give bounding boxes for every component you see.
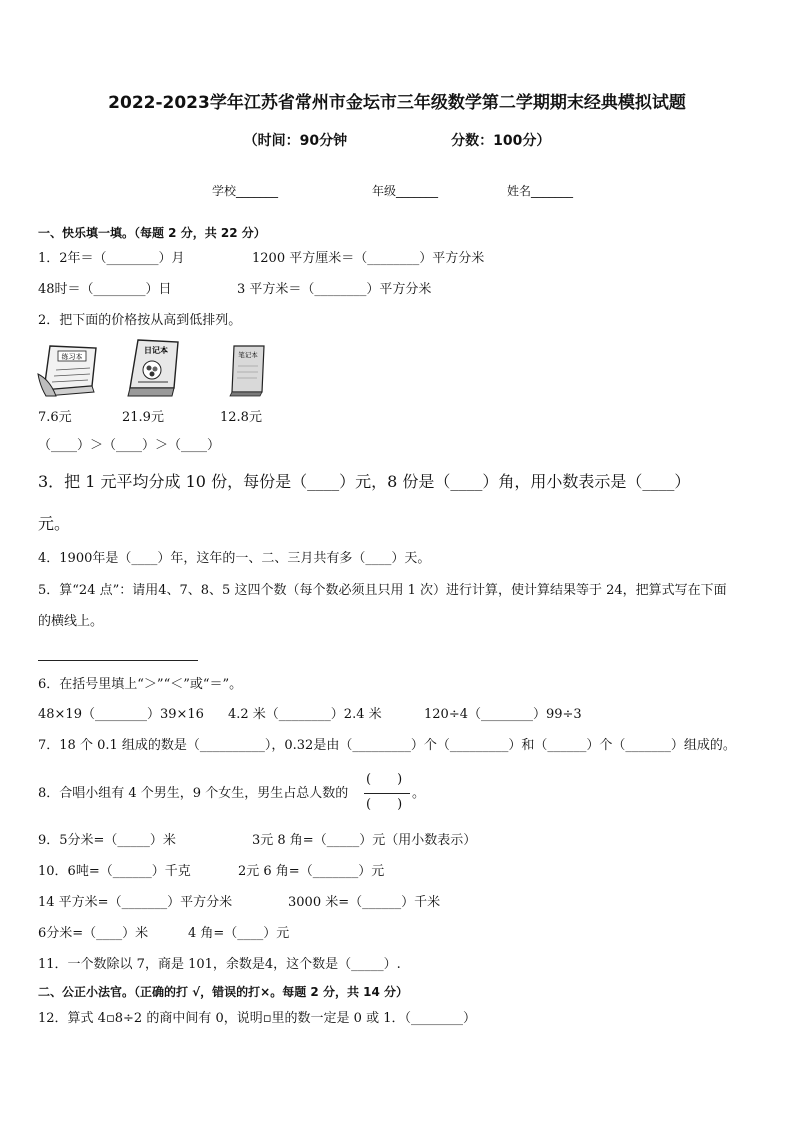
q10-c: 14 平方米=（_______）平方分米: [38, 895, 233, 910]
book3-label: 笔记本: [238, 351, 258, 359]
q10-f: 4 角=（____）元: [188, 926, 290, 941]
price-1: 7.6元: [38, 410, 72, 425]
page-title: 2022-2023学年江苏省常州市金坛市三年级数学第二学期期末经典模拟试题: [108, 93, 686, 113]
q2-text: 2．把下面的价格按从高到低排列。: [38, 313, 242, 328]
q7-text: 7．18 个 0.1 组成的数是（__________），0.32是由（_________）个（_________）和（______）个（_______）组成的。: [38, 738, 736, 753]
q5-line2: 的横线上。: [38, 614, 104, 629]
exam-time: （时间：90分钟: [243, 133, 348, 149]
q1-a: 1．2年＝（________）月: [38, 251, 185, 266]
q10-e: 6分米=（____）米: [38, 926, 149, 941]
fraction-bar: [364, 793, 410, 794]
exercise-book-image: [36, 340, 98, 398]
q10-b: 2元 6 角=（_______）元: [238, 864, 385, 879]
q1-b: 1200 平方厘米＝（________）平方分米: [252, 251, 485, 266]
fraction-blank[interactable]: [364, 770, 410, 818]
q10-d: 3000 米=（______）千米: [288, 895, 441, 910]
fraction-numerator: ( ): [366, 772, 403, 787]
name-field[interactable]: 姓名_______: [507, 184, 574, 198]
diary-image: [124, 336, 184, 400]
q6-b: 4.2 米（________）2.4 米: [228, 707, 382, 722]
notebook-image: [226, 342, 270, 398]
q3-tail: 元。: [38, 514, 71, 533]
grade-field[interactable]: 年级_______: [372, 184, 439, 198]
q2-order: （____）＞（____）＞（____）: [38, 438, 221, 453]
q5-answer-line[interactable]: [38, 660, 198, 661]
price-2: 21.9元: [122, 410, 164, 425]
school-field[interactable]: 学校_______: [212, 184, 279, 198]
book2-label: 日记本: [144, 346, 168, 355]
fraction-denominator: ( ): [366, 797, 403, 812]
exam-score: 分数：100分）: [451, 133, 551, 149]
q5-line1: 5．算“24 点”：请用4、7、8、5 这四个数（每个数必须且只用 1 次）进行计算，使计算结果等于 24，把算式写在下面: [38, 583, 727, 598]
q1-c: 48时＝（________）日: [38, 282, 172, 297]
q6-c: 120÷4（________）99÷3: [424, 707, 582, 722]
q8-tail: 。: [412, 786, 426, 801]
q1-d: 3 平方米＝（________）平方分米: [237, 282, 432, 297]
q11-text: 11．一个数除以 7，商是 101，余数是4，这个数是（_____）.: [38, 957, 401, 972]
q12-text: 12．算式 4▫8÷2 的商中间有 0，说明▫里的数一定是 0 或 1．（________）: [38, 1011, 476, 1026]
section2-heading: 二、公正小法官。（正确的打 √，错误的打×。每题 2 分，共 14 分）: [38, 985, 408, 999]
price-3: 12.8元: [220, 410, 262, 425]
q10-a: 10．6吨=（______）千克: [38, 864, 191, 879]
q9-b: 3元 8 角=（_____）元（用小数表示）: [252, 833, 477, 848]
q3-text: 3．把 1 元平均分成 10 份，每份是（____）元，8 份是（____）角，用小数表示是（____）: [38, 472, 691, 491]
exam-meta: [0, 130, 794, 150]
q6-text: 6．在括号里填上“＞”“＜”或“＝”。: [38, 677, 243, 692]
q8-text: 8．合唱小组有 4 个男生，9 个女生，男生占总人数的: [38, 786, 349, 801]
q6-a: 48×19（________）39×16: [38, 707, 204, 722]
q9-a: 9．5分米=（_____）米: [38, 833, 176, 848]
section1-heading: 一、快乐填一填。（每题 2 分，共 22 分）: [38, 226, 266, 240]
q4-text: 4．1900年是（____）年，这年的一、二、三月共有多（____）天。: [38, 551, 431, 566]
book1-label: 练习本: [61, 353, 83, 361]
